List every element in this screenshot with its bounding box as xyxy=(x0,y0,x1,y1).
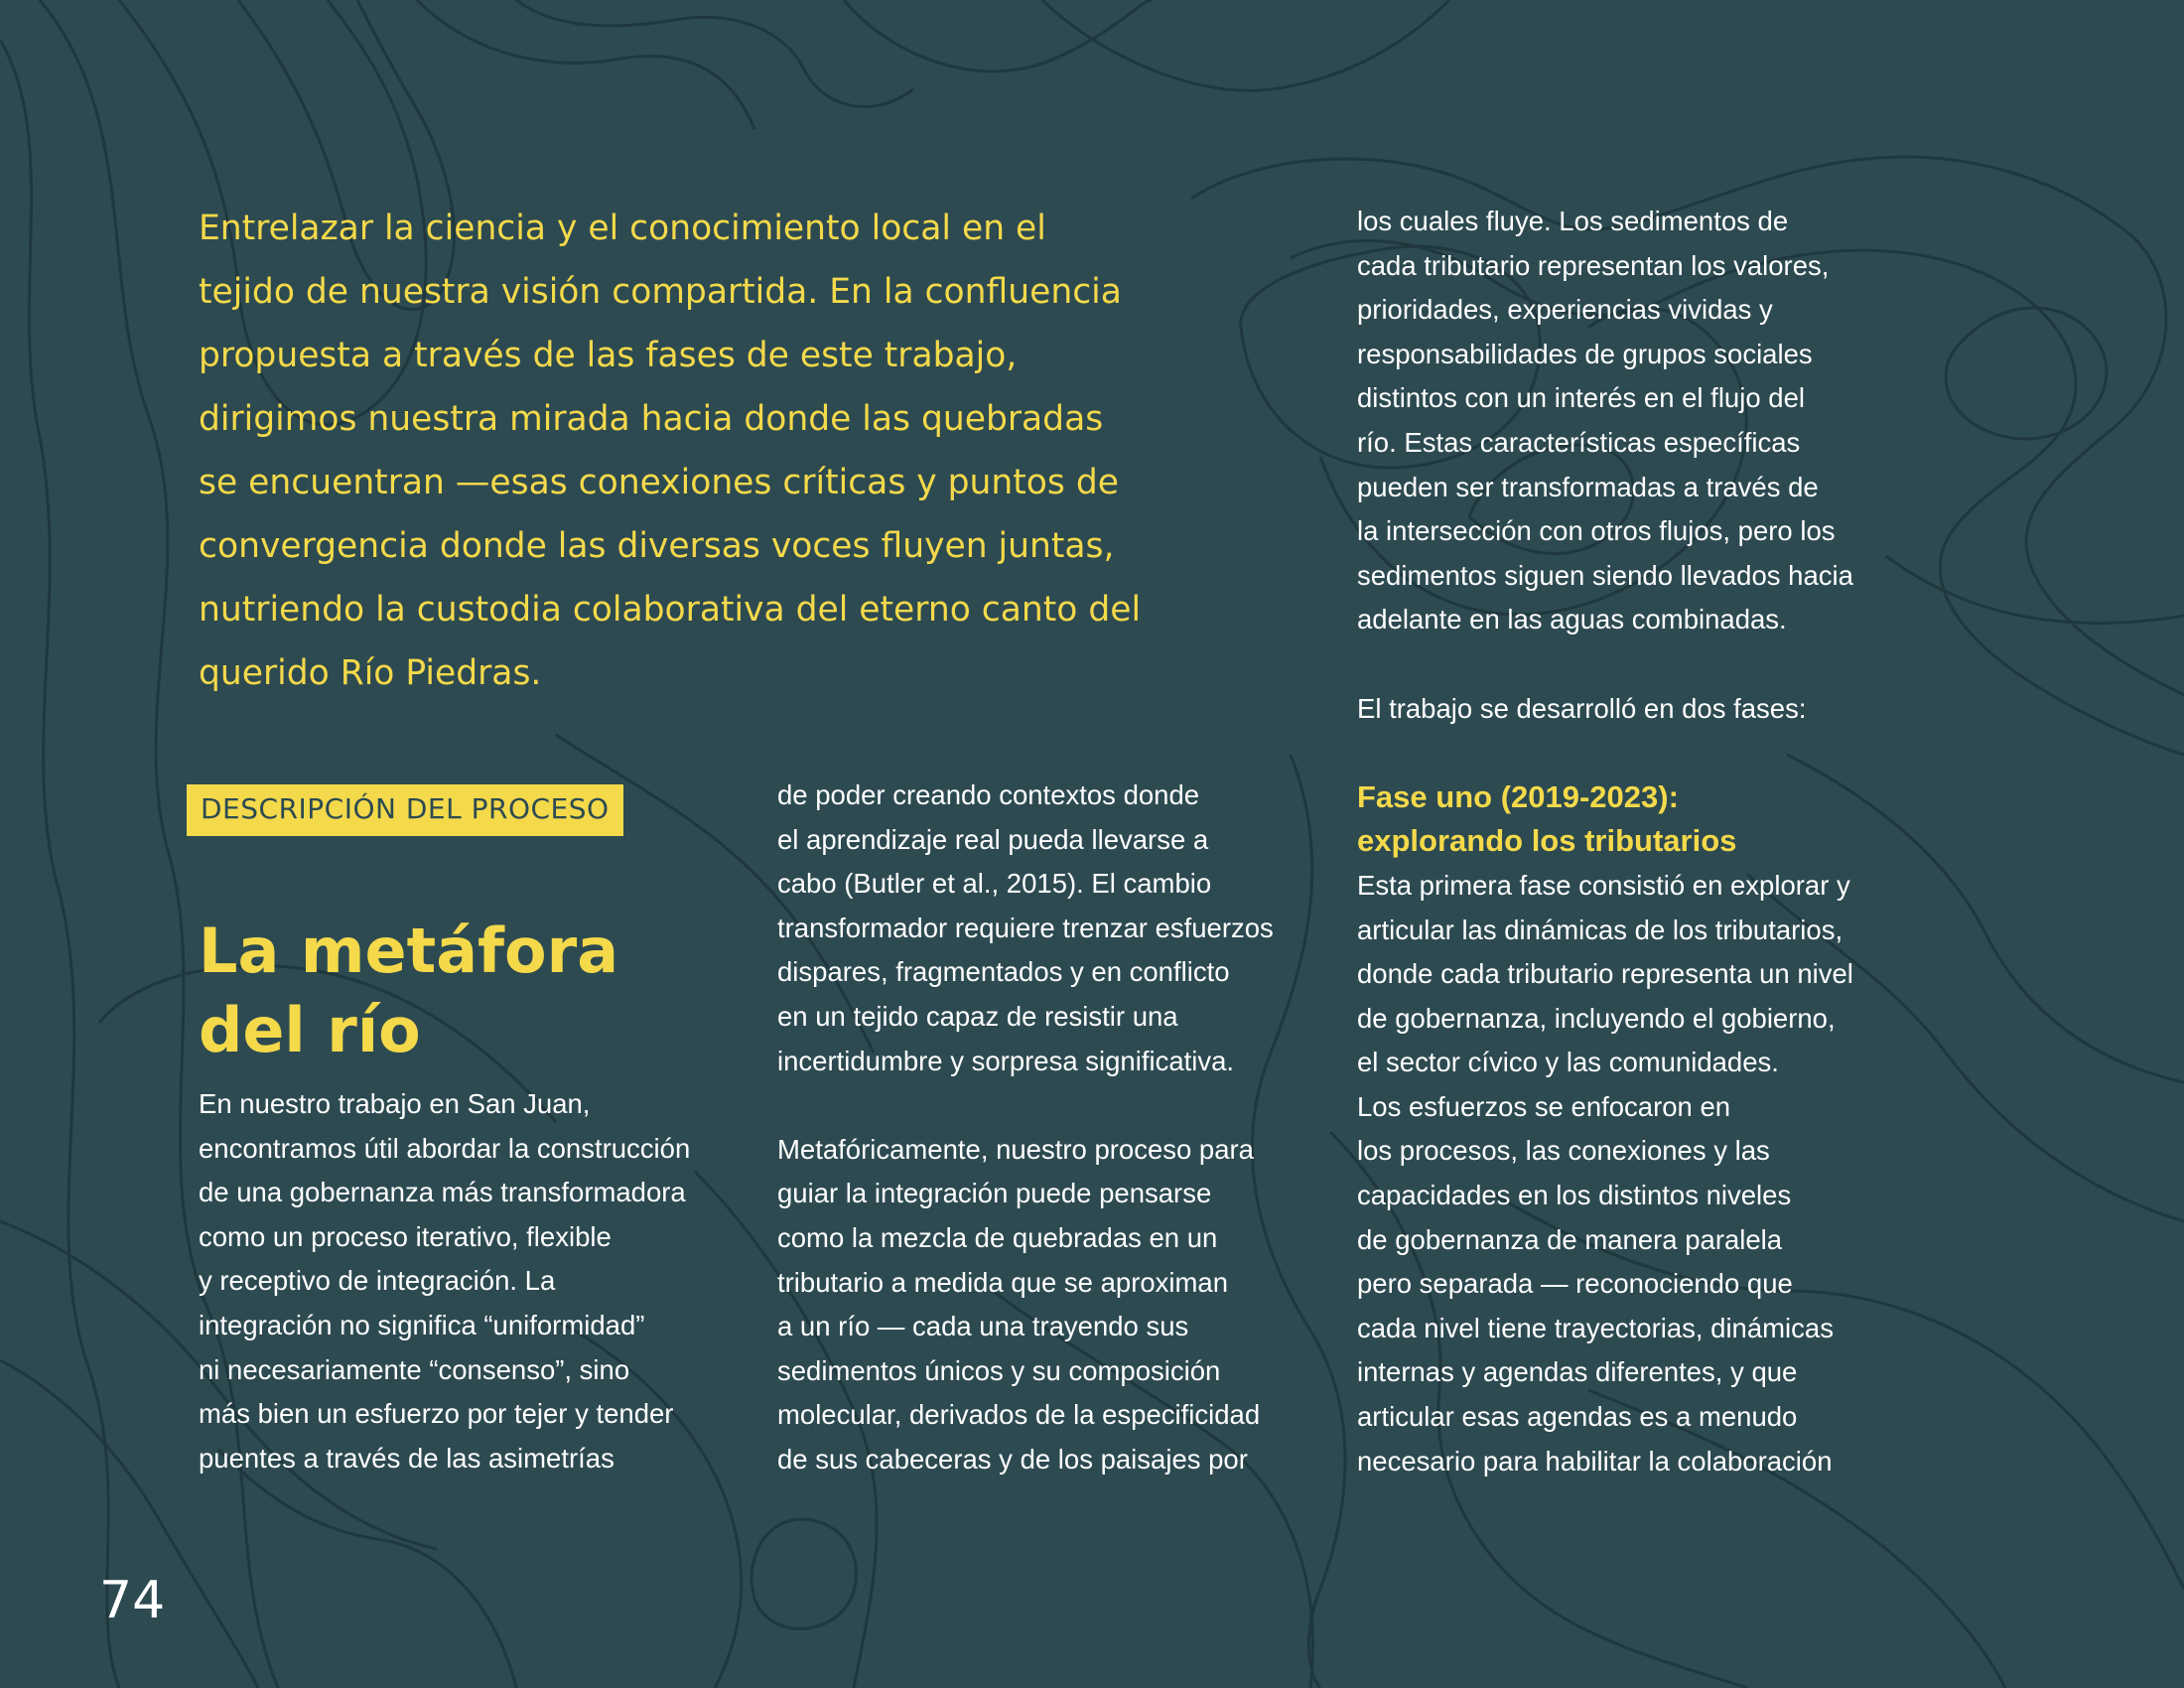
text-line: molecular, derivados de la especificidad xyxy=(777,1399,1261,1431)
text-line: cada nivel tiene trayectorias, dinámicas xyxy=(1357,1312,1834,1343)
text-line: donde cada tributario representa un nivel xyxy=(1357,958,1853,990)
contour-line xyxy=(844,0,1152,71)
text-line: de gobernanza de manera paralela xyxy=(1357,1223,1783,1255)
text-line: tributario a medida que se aproximan xyxy=(777,1266,1229,1298)
text-line: capacidades en los distintos niveles xyxy=(1357,1180,1792,1211)
text-line: cada tributario representan los valores, xyxy=(1357,249,1830,281)
text-column-2 xyxy=(777,774,1333,1482)
text-line: necesario para habilitar la colaboración xyxy=(1357,1445,1833,1477)
paragraph xyxy=(777,1128,1333,1482)
text-line: integración no significa “uniformidad” xyxy=(199,1309,645,1340)
text-line: Metafóricamente, nuestro proceso para xyxy=(777,1133,1254,1165)
text-line: puentes a través de las asimetrías xyxy=(199,1442,614,1474)
text-column-1 xyxy=(199,1082,735,1480)
title-line: La metáfora xyxy=(199,914,619,987)
phase-title-line: explorando los tributarios xyxy=(1357,823,1737,859)
text-line: El trabajo se desarrolló en dos fases: xyxy=(1357,692,1807,724)
text-line: y receptivo de integración. La xyxy=(199,1265,556,1297)
intro-line: tejido de nuestra visión compartida. En la confluencia xyxy=(199,272,1122,312)
text-line: incertidumbre y sorpresa significativa. xyxy=(777,1045,1235,1076)
text-line: de sus cabeceras y de los paisajes por xyxy=(777,1443,1248,1475)
phase-title xyxy=(1357,775,1913,864)
text-line: río. Estas características específicas xyxy=(1357,426,1801,458)
text-line: articular esas agendas es a menudo xyxy=(1357,1401,1798,1433)
intro-line: Entrelazar la ciencia y el conocimiento local en el xyxy=(199,209,1046,248)
intro-line: dirigimos nuestra mirada hacia donde las quebradas xyxy=(199,399,1104,439)
contour-line xyxy=(1042,0,1449,90)
contour-line xyxy=(1946,308,2107,439)
paragraph xyxy=(1357,200,1913,642)
text-line: pero separada — reconociendo que xyxy=(1357,1268,1793,1300)
text-line: de poder creando contextos donde xyxy=(777,779,1200,810)
text-line: Esta primera fase consistió en explorar y xyxy=(1357,869,1850,901)
text-line: pueden ser transformadas a través de xyxy=(1357,471,1819,502)
intro-paragraph xyxy=(199,197,1251,705)
text-line: más bien un esfuerzo por tejer y tender xyxy=(199,1398,674,1430)
text-line: los procesos, las conexiones y las xyxy=(1357,1135,1770,1167)
contour-line xyxy=(417,0,754,129)
paragraph-gap xyxy=(1357,731,1913,775)
intro-line: se encuentran —esas conexiones críticas y puntos de xyxy=(199,463,1119,502)
paragraph xyxy=(777,774,1333,1083)
intro-line: querido Río Piedras. xyxy=(199,653,542,693)
text-line: internas y agendas diferentes, y que xyxy=(1357,1356,1798,1388)
text-line: adelante en las aguas combinadas. xyxy=(1357,604,1787,635)
text-line: en un tejido capaz de resistir una xyxy=(777,1000,1178,1032)
text-line: de una gobernanza más transformadora xyxy=(199,1177,686,1208)
section-tag: DESCRIPCIÓN DEL PROCESO xyxy=(187,784,623,836)
text-line: responsabilidades de grupos sociales xyxy=(1357,338,1813,369)
text-line: la intersección con otros flujos, pero los xyxy=(1357,515,1836,547)
article-title xyxy=(199,912,754,1070)
contour-line xyxy=(218,1450,516,1688)
intro-line: convergencia donde las diversas voces fluyen juntas, xyxy=(199,526,1115,566)
text-line: el sector cívico y las comunidades. xyxy=(1357,1047,1779,1078)
text-line: transformador requiere trenzar esfuerzos xyxy=(777,912,1274,943)
text-line: los cuales fluye. Los sedimentos de xyxy=(1357,206,1789,236)
text-line: sedimentos siguen siendo llevados hacia xyxy=(1357,559,1853,591)
text-line: como la mezcla de quebradas en un xyxy=(777,1221,1218,1253)
text-line: guiar la integración puede pensarse xyxy=(777,1178,1212,1209)
text-line: sedimentos únicos y su composición xyxy=(777,1354,1221,1386)
text-line: En nuestro trabajo en San Juan, xyxy=(199,1088,591,1119)
text-line: como un proceso iterativo, flexible xyxy=(199,1220,612,1252)
intro-line: propuesta a través de las fases de este trabajo, xyxy=(199,336,1018,375)
text-column-3 xyxy=(1357,200,1913,1483)
text-line: cabo (Butler et al., 2015). El cambio xyxy=(777,868,1212,900)
contour-line xyxy=(751,1519,857,1628)
intro-line: nutriendo la custodia colaborativa del eterno canto del xyxy=(199,590,1142,630)
phase-title-line: Fase uno (2019-2023): xyxy=(1357,778,1679,814)
title-line: del río xyxy=(199,994,421,1066)
paragraph-gap xyxy=(1357,642,1913,687)
text-line: encontramos útil abordar la construcción xyxy=(199,1132,691,1164)
text-line: de gobernanza, incluyendo el gobierno, xyxy=(1357,1002,1836,1034)
text-line: prioridades, experiencias vividas y xyxy=(1357,294,1773,326)
contour-line xyxy=(1886,556,2184,624)
text-line: dispares, fragmentados y en conflicto xyxy=(777,956,1230,988)
paragraph xyxy=(1357,864,1913,1483)
contour-line xyxy=(516,0,913,106)
text-line: articular las dinámicas de los tributarios, xyxy=(1357,914,1843,945)
text-line: el aprendizaje real pueda llevarse a xyxy=(777,823,1209,855)
text-line: ni necesariamente “consenso”, sino xyxy=(199,1353,630,1385)
page-number: 74 xyxy=(99,1571,166,1630)
text-line: distintos con un interés en el flujo del xyxy=(1357,382,1805,414)
text-line: a un río — cada una trayendo sus xyxy=(777,1311,1189,1342)
paragraph-gap xyxy=(777,1083,1333,1128)
text-line: Los esfuerzos se enfocaron en xyxy=(1357,1090,1731,1122)
